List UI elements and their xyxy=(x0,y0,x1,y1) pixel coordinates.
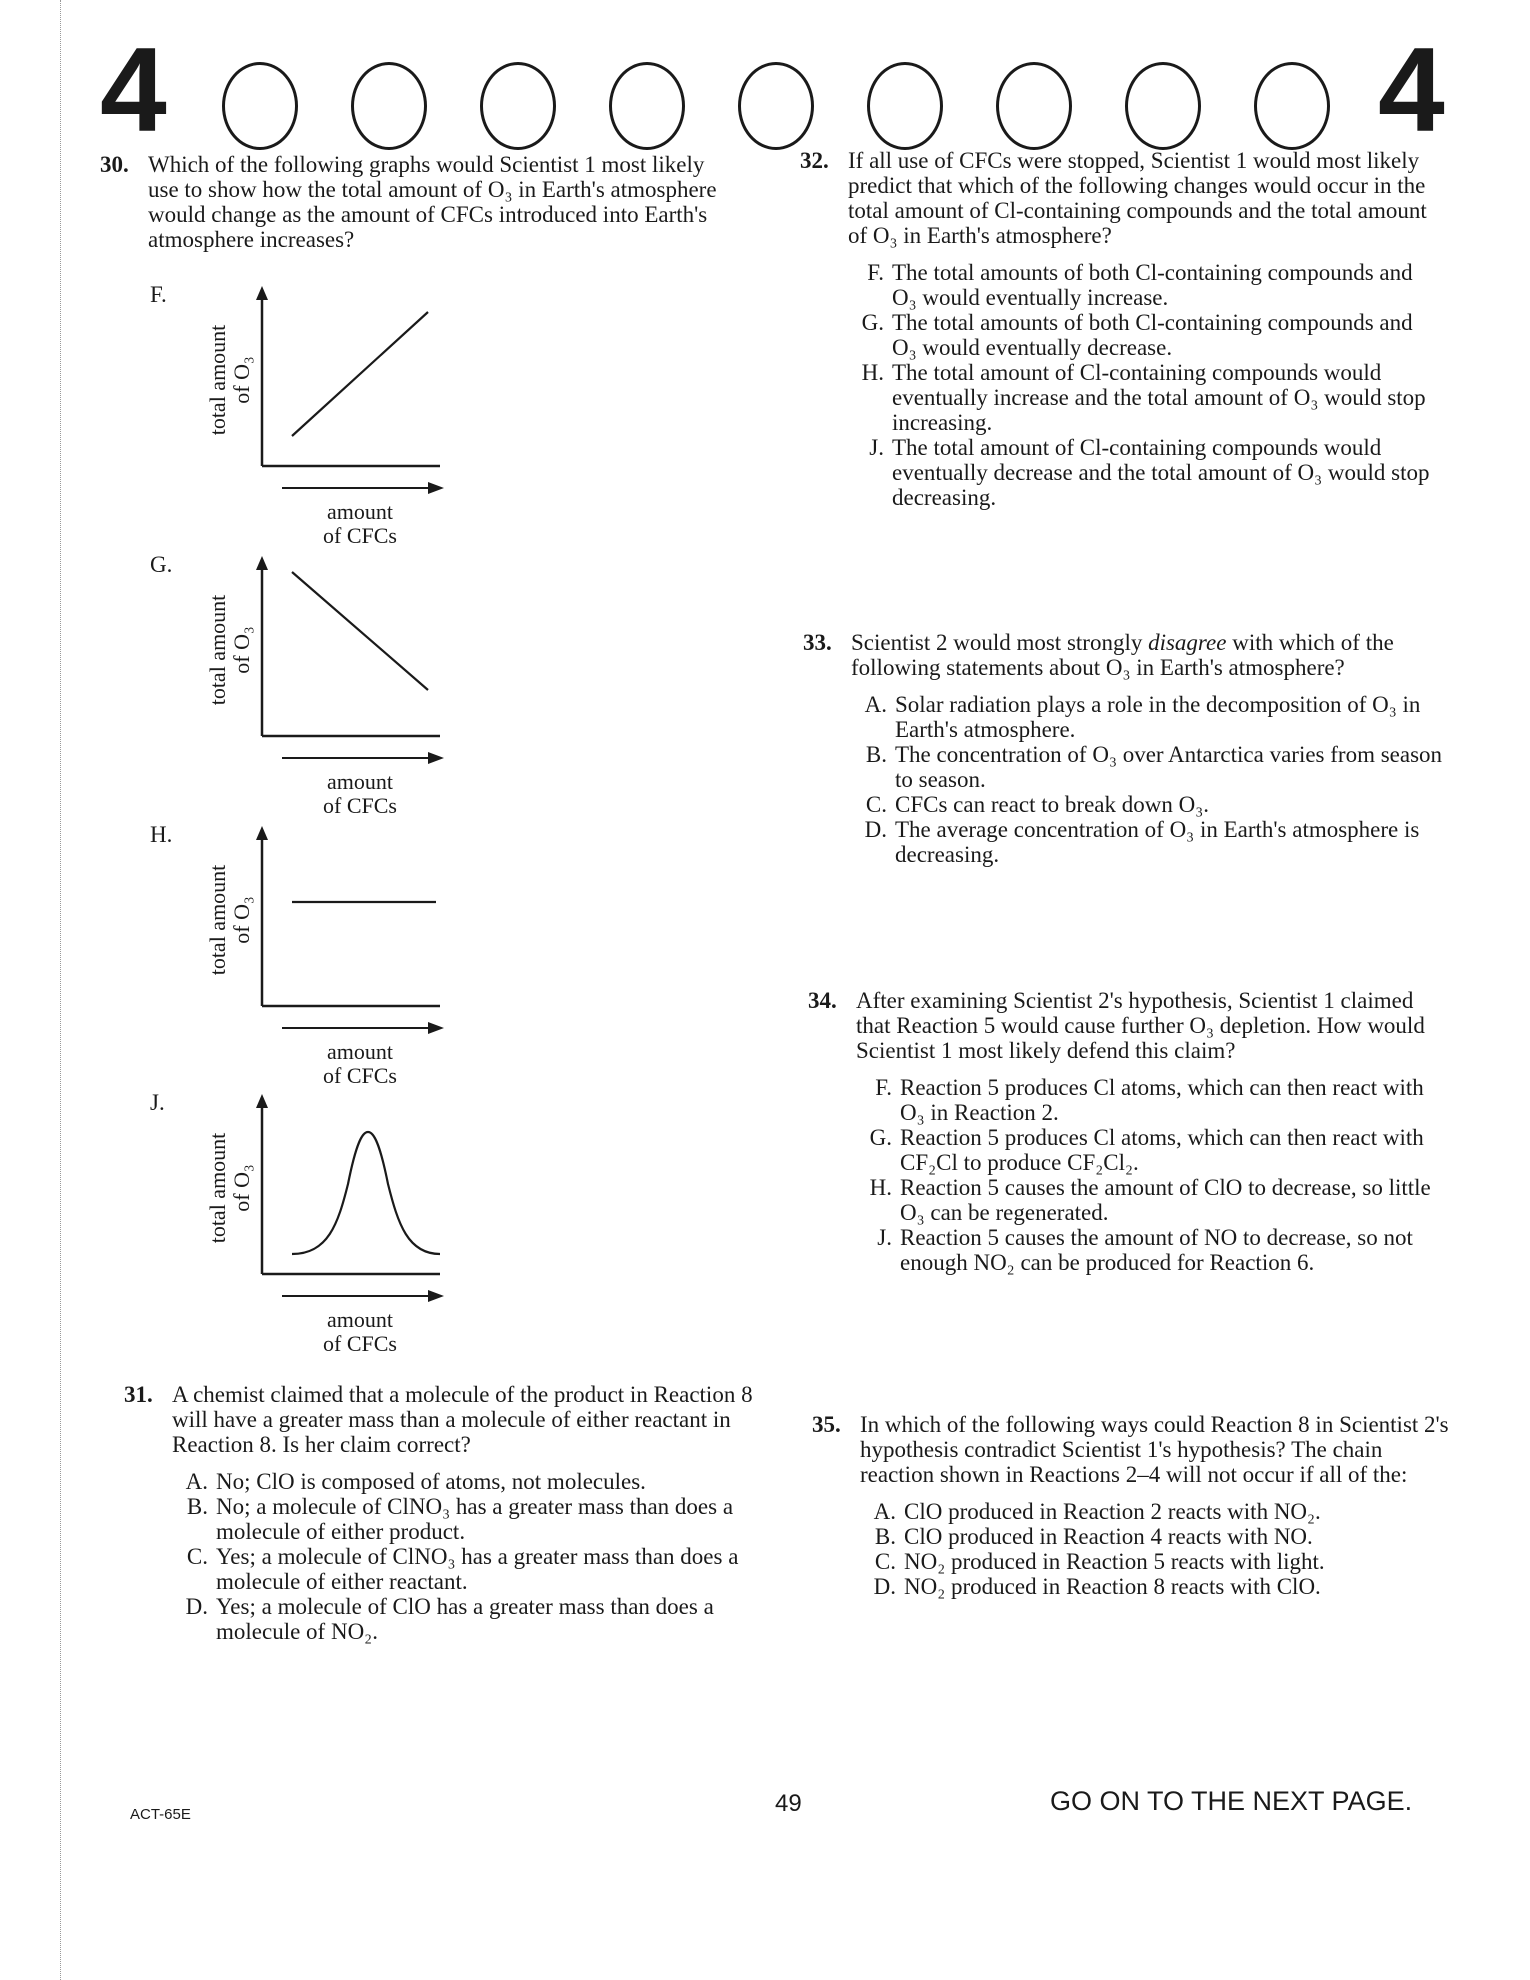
x-axis-label-line: of CFCs xyxy=(323,1331,397,1356)
question-stem: In which of the following ways could Reaction 8 in Scientist 2's hypothesis contradict Scientist 1's hypothesis? The chain reaction shown in Reactions 2–4 will not occur if all of the: xyxy=(860,1412,1449,1487)
option-text: Reaction 5 produces Cl atoms, which can then react with O₃ in Reaction 2. xyxy=(900,1075,1424,1125)
arrow-head xyxy=(428,1022,444,1034)
answer-option xyxy=(856,1175,1448,1225)
x-axis-label xyxy=(300,1308,420,1356)
option-text: No; a molecule of ClNO₃ has a greater mass than does a molecule of either product. xyxy=(216,1494,734,1544)
question-33 xyxy=(803,630,1443,867)
binder-margin xyxy=(0,0,61,1980)
section-number-left: 4 xyxy=(100,23,167,157)
question-number: 31. xyxy=(124,1382,153,1407)
x-axis-indicator-arrow xyxy=(282,478,452,498)
answer-option xyxy=(860,1549,1452,1574)
question-number: 32. xyxy=(800,148,829,173)
option-letter: A. xyxy=(864,692,887,717)
y-axis-arrow xyxy=(256,556,268,570)
option-letter: B. xyxy=(186,1494,208,1519)
graph-letter: F. xyxy=(150,282,167,307)
next-page-notice: GO ON TO THE NEXT PAGE. xyxy=(1050,1786,1413,1816)
header-circle xyxy=(738,62,814,150)
option-text: The total amount of Cl-containing compounds would eventually increase and the total amount of O₃ would stop increasing. xyxy=(892,360,1426,435)
option-letter: A. xyxy=(873,1499,896,1524)
question-35 xyxy=(812,1412,1452,1599)
y-axis-label-line: total amount xyxy=(205,324,230,436)
answer-option xyxy=(856,1075,1448,1125)
x-axis-label-line: of CFCs xyxy=(323,793,397,818)
answer-option xyxy=(860,1574,1452,1599)
x-axis-label xyxy=(300,1040,420,1088)
answer-options xyxy=(124,1469,764,1644)
x-axis-label-line: amount xyxy=(327,1039,393,1064)
y-axis-label-line: total amount xyxy=(205,594,230,706)
option-text: The total amounts of both Cl-containing compounds and O₃ would eventually increase. xyxy=(892,260,1413,310)
option-letter: J. xyxy=(869,435,884,460)
option-letter: G. xyxy=(861,310,884,335)
x-axis-label xyxy=(300,770,420,818)
graph-letter: G. xyxy=(150,552,173,577)
option-text: No; ClO is composed of atoms, not molecules. xyxy=(216,1469,646,1494)
arrow-head xyxy=(428,752,444,764)
data-line xyxy=(292,312,428,436)
question-number: 33. xyxy=(803,630,832,655)
header-circle xyxy=(867,62,943,150)
x-axis-label-line: of CFCs xyxy=(323,523,397,548)
question-stem: Which of the following graphs would Scientist 1 most likely use to show how the total amount of O₃ in Earth's atmosphere would change as the amount of CFCs introduced into Earth's atmosphere increases? xyxy=(148,152,717,252)
header-circle xyxy=(609,62,685,150)
option-letter: D. xyxy=(185,1594,208,1619)
y-axis-label xyxy=(206,590,254,710)
option-letter: C. xyxy=(186,1544,208,1569)
option-text: ClO produced in Reaction 2 reacts with NO₂. xyxy=(904,1499,1321,1524)
header-circle xyxy=(996,62,1072,150)
answer-option xyxy=(860,1499,1452,1524)
x-axis-label-line: amount xyxy=(327,1307,393,1332)
y-axis-arrow xyxy=(256,1094,268,1108)
option-letter: B. xyxy=(874,1524,896,1549)
option-letter: H. xyxy=(869,1175,892,1200)
option-letter: J. xyxy=(877,1225,892,1250)
option-letter: B. xyxy=(865,742,887,767)
answer-option xyxy=(851,792,1443,817)
form-code: ACT-65E xyxy=(130,1806,191,1823)
option-letter: F. xyxy=(867,260,884,285)
answer-option xyxy=(848,260,1440,310)
option-letter: H. xyxy=(861,360,884,385)
answer-options xyxy=(812,1499,1452,1599)
x-axis-label-line: amount xyxy=(327,769,393,794)
x-axis-indicator-arrow xyxy=(282,748,452,768)
option-text: Reaction 5 causes the amount of ClO to decrease, so little O₃ can be regenerated. xyxy=(900,1175,1431,1225)
option-text: Solar radiation plays a role in the decomposition of O₃ in Earth's atmosphere. xyxy=(895,692,1421,742)
option-letter: C. xyxy=(874,1549,896,1574)
option-text: The total amounts of both Cl-containing compounds and O₃ would eventually decrease. xyxy=(892,310,1413,360)
option-text: NO₂ produced in Reaction 8 reacts with ClO. xyxy=(904,1574,1321,1599)
header-circle xyxy=(222,62,298,150)
y-axis-label-line: of O₃ xyxy=(229,1164,254,1212)
option-text: Yes; a molecule of ClO has a greater mass than does a molecule of NO₂. xyxy=(216,1594,714,1644)
stem-text: Scientist 2 would most strongly xyxy=(851,630,1149,655)
question-stem xyxy=(851,630,1443,680)
header-circle xyxy=(480,62,556,150)
graph-bell-curve xyxy=(250,1094,450,1284)
question-30 xyxy=(100,152,740,252)
graph-increasing-line xyxy=(250,286,450,476)
answer-option xyxy=(856,1125,1448,1175)
y-axis-label-line: of O₃ xyxy=(229,896,254,944)
x-axis-label xyxy=(300,500,420,548)
question-stem: If all use of CFCs were stopped, Scientist 1 would most likely predict that which of the following changes would occur in the total amount of Cl-containing compounds and the total amount of O₃ in Earth's atmosphere? xyxy=(848,148,1427,248)
y-axis-label xyxy=(206,860,254,980)
answer-option xyxy=(860,1524,1452,1549)
y-axis-arrow xyxy=(256,826,268,840)
graph-decreasing-line xyxy=(250,556,450,746)
question-number: 35. xyxy=(812,1412,841,1437)
section-number-right: 4 xyxy=(1378,23,1445,157)
answer-option xyxy=(848,360,1440,435)
x-axis-label-line: of CFCs xyxy=(323,1063,397,1088)
header-circle xyxy=(1254,62,1330,150)
question-stem: After examining Scientist 2's hypothesis, Scientist 1 claimed that Reaction 5 would cause further O₃ depletion. How would Scientist 1 most likely defend this claim? xyxy=(856,988,1425,1063)
graph-horizontal-line xyxy=(250,826,450,1016)
x-axis-indicator-arrow xyxy=(282,1018,452,1038)
graph-letter: J. xyxy=(150,1090,165,1115)
answer-options xyxy=(808,1075,1448,1275)
option-letter: A. xyxy=(185,1469,208,1494)
arrow-head xyxy=(428,1290,444,1302)
question-34 xyxy=(808,988,1448,1275)
option-text: Reaction 5 causes the amount of NO to decrease, so not enough NO₂ can be produced for Reaction 6. xyxy=(900,1225,1413,1275)
answer-option xyxy=(848,435,1440,510)
option-letter: C. xyxy=(865,792,887,817)
answer-option xyxy=(851,692,1443,742)
x-axis-label-line: amount xyxy=(327,499,393,524)
y-axis-label xyxy=(206,320,254,440)
option-letter: F. xyxy=(875,1075,892,1100)
option-text: The total amount of Cl-containing compounds would eventually decrease and the total amount of O₃ would stop decreasing. xyxy=(892,435,1430,510)
data-curve xyxy=(292,1132,440,1254)
answer-option xyxy=(172,1544,764,1594)
emphasis-word: disagree xyxy=(1148,630,1227,655)
arrow-head xyxy=(428,482,444,494)
answer-option xyxy=(172,1594,764,1644)
y-axis-label xyxy=(206,1128,254,1248)
option-text: Reaction 5 produces Cl atoms, which can then react with CF₂Cl to produce CF₂Cl₂. xyxy=(900,1125,1424,1175)
answer-option xyxy=(848,310,1440,360)
option-text: The average concentration of O₃ in Earth's atmosphere is decreasing. xyxy=(895,817,1420,867)
y-axis-arrow xyxy=(256,286,268,300)
answer-option xyxy=(851,817,1443,867)
answer-options xyxy=(800,260,1440,510)
option-letter: D. xyxy=(864,817,887,842)
y-axis-label-line: of O₃ xyxy=(229,626,254,674)
page-number: 49 xyxy=(775,1790,802,1817)
answer-options xyxy=(803,692,1443,867)
y-axis-label-line: of O₃ xyxy=(229,356,254,404)
option-text: CFCs can react to break down O₃. xyxy=(895,792,1209,817)
answer-option xyxy=(856,1225,1448,1275)
option-text: NO₂ produced in Reaction 5 reacts with light. xyxy=(904,1549,1325,1574)
graph-letter: H. xyxy=(150,822,173,847)
y-axis-label-line: total amount xyxy=(205,864,230,976)
header-circle xyxy=(351,62,427,150)
option-text: ClO produced in Reaction 4 reacts with NO. xyxy=(904,1524,1313,1549)
answer-option xyxy=(851,742,1443,792)
y-axis-label-line: total amount xyxy=(205,1132,230,1244)
question-stem: A chemist claimed that a molecule of the product in Reaction 8 will have a greater mass than a molecule of either reactant in Reaction 8. Is her claim correct? xyxy=(172,1382,753,1457)
question-number: 30. xyxy=(100,152,129,177)
data-line xyxy=(292,572,428,690)
header-circle xyxy=(1125,62,1201,150)
option-text: The concentration of O₃ over Antarctica varies from season to season. xyxy=(895,742,1443,792)
option-letter: D. xyxy=(873,1574,896,1599)
x-axis-indicator-arrow xyxy=(282,1286,452,1306)
stem-text: with which of the following statements about O₃ in Earth's atmosphere? xyxy=(851,630,1394,680)
option-text: Yes; a molecule of ClNO₃ has a greater mass than does a molecule of either reactant. xyxy=(216,1544,739,1594)
question-number: 34. xyxy=(808,988,837,1013)
option-letter: G. xyxy=(869,1125,892,1150)
answer-option xyxy=(172,1494,764,1544)
question-31 xyxy=(124,1382,764,1644)
answer-option xyxy=(172,1469,764,1494)
question-32 xyxy=(800,148,1440,510)
